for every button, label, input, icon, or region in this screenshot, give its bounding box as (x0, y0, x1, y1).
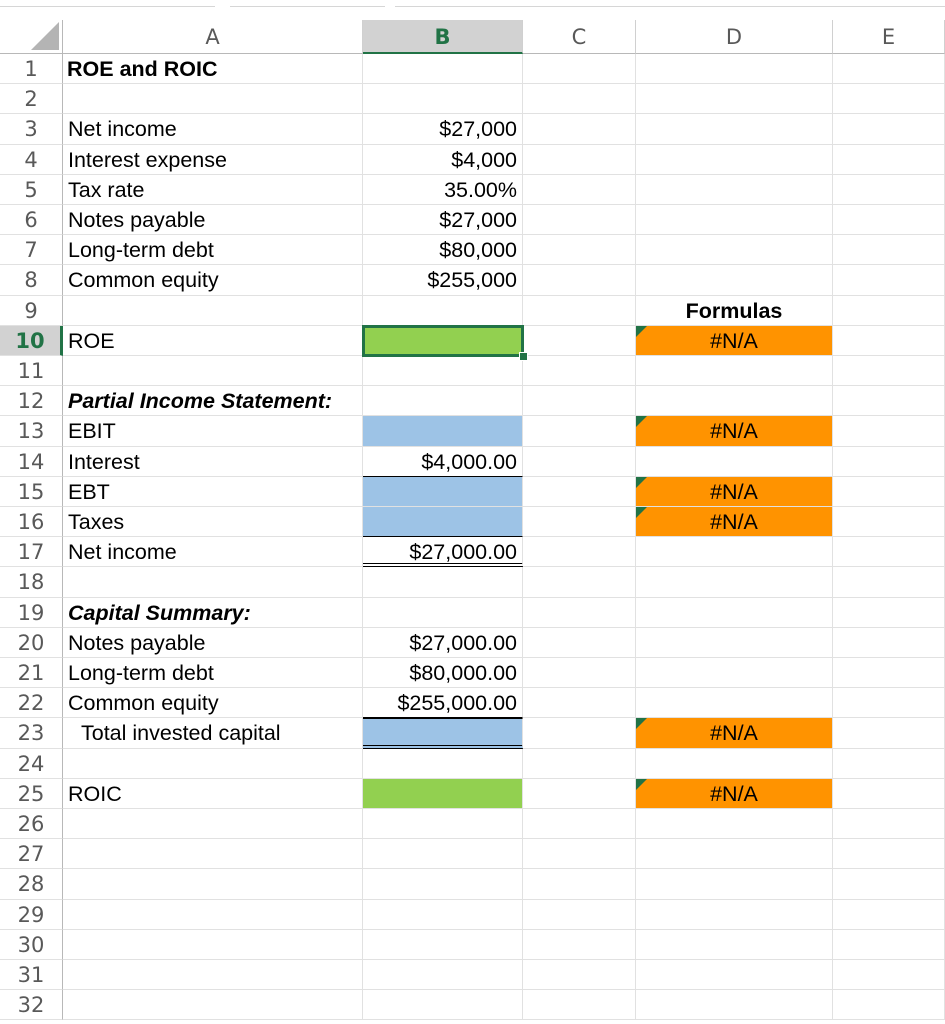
cell-d32[interactable] (636, 990, 833, 1020)
row-header-5[interactable]: 5 (0, 175, 63, 205)
cell-a4[interactable] (63, 145, 363, 175)
cell-value: Tax rate (68, 177, 145, 202)
cell-d3[interactable] (636, 114, 833, 144)
cell-e7[interactable] (833, 235, 945, 265)
cell-b28[interactable] (363, 869, 523, 899)
cell-e32[interactable] (833, 990, 945, 1020)
cell-c15[interactable] (523, 477, 636, 507)
cell-b22[interactable] (363, 688, 523, 718)
cell-value: 35.00% (444, 177, 517, 202)
cell-b17[interactable] (363, 537, 523, 567)
cell-value: #N/A (710, 510, 758, 534)
cell-c23[interactable] (523, 718, 636, 748)
error-indicator-icon (636, 507, 647, 518)
cell-a26[interactable] (63, 809, 363, 839)
cell-e11[interactable] (833, 356, 945, 386)
row-header-14[interactable]: 14 (0, 447, 63, 477)
cell-c31[interactable] (523, 960, 636, 990)
cell-value: Notes payable (68, 630, 206, 655)
cell-c9[interactable] (523, 296, 636, 326)
cell-c22[interactable] (523, 688, 636, 718)
cell-a3[interactable] (63, 114, 363, 144)
cell-value: #N/A (710, 419, 758, 444)
cell-value: $27,000.00 (409, 630, 517, 655)
cell-a2[interactable] (63, 84, 363, 114)
cell-e31[interactable] (833, 960, 945, 990)
cell-e10[interactable] (833, 326, 945, 356)
cell-value: $4,000 (451, 147, 517, 172)
cell-b3[interactable] (363, 114, 523, 144)
row-header-7[interactable]: 7 (0, 235, 63, 265)
cell-value: EBT (68, 479, 110, 504)
cell-e24[interactable] (833, 749, 945, 779)
cell-e6[interactable] (833, 205, 945, 235)
select-all-triangle-icon (31, 22, 59, 50)
cell-e30[interactable] (833, 930, 945, 960)
cell-c10[interactable] (523, 326, 636, 356)
cell-c30[interactable] (523, 930, 636, 960)
cell-d21[interactable] (636, 658, 833, 688)
cell-e26[interactable] (833, 809, 945, 839)
cell-c32[interactable] (523, 990, 636, 1020)
cell-c28[interactable] (523, 869, 636, 899)
select-all-button[interactable] (0, 20, 63, 54)
row-header-6[interactable]: 6 (0, 205, 63, 235)
cell-b11[interactable] (363, 356, 523, 386)
row-header-25[interactable]: 25 (0, 779, 63, 809)
cell-d26[interactable] (636, 809, 833, 839)
cell-a20[interactable] (63, 628, 363, 658)
cell-e20[interactable] (833, 628, 945, 658)
cell-value: ROE and ROIC (67, 57, 218, 81)
cell-d18[interactable] (636, 567, 833, 597)
cell-d7[interactable] (636, 235, 833, 265)
error-indicator-icon (636, 779, 647, 790)
cell-a7[interactable] (63, 235, 363, 265)
cell-a13[interactable] (63, 416, 363, 446)
cell-d31[interactable] (636, 960, 833, 990)
cell-e5[interactable] (833, 175, 945, 205)
error-indicator-icon (636, 416, 647, 427)
cell-e29[interactable] (833, 900, 945, 930)
cell-a30[interactable] (63, 930, 363, 960)
cell-c26[interactable] (523, 809, 636, 839)
cell-b9[interactable] (363, 296, 523, 326)
row-header-22[interactable]: 22 (0, 688, 63, 718)
cell-a18[interactable] (63, 567, 363, 597)
cell-e1[interactable] (833, 54, 945, 84)
cell-b21[interactable] (363, 658, 523, 688)
cell-a1[interactable] (63, 54, 363, 84)
cell-b27[interactable] (363, 839, 523, 869)
cell-b4[interactable] (363, 145, 523, 175)
cell-b12[interactable] (363, 386, 523, 416)
cell-d27[interactable] (636, 839, 833, 869)
cell-b18[interactable] (363, 567, 523, 597)
cell-e28[interactable] (833, 869, 945, 899)
cell-b6[interactable] (363, 205, 523, 235)
cell-e22[interactable] (833, 688, 945, 718)
cell-value: Capital Summary: (68, 600, 251, 625)
cell-d23[interactable] (636, 718, 833, 748)
row-header-28[interactable]: 28 (0, 869, 63, 899)
row-header-29[interactable]: 29 (0, 900, 63, 930)
cell-a17[interactable] (63, 537, 363, 567)
fill-handle[interactable] (519, 352, 528, 361)
cell-e13[interactable] (833, 416, 945, 446)
cell-a21[interactable] (63, 658, 363, 688)
cell-a29[interactable] (63, 900, 363, 930)
row-header-32[interactable]: 32 (0, 990, 63, 1020)
cell-value: Long-term debt (68, 661, 214, 685)
cell-d16[interactable] (636, 507, 833, 537)
cell-value: Net income (68, 117, 177, 142)
cell-c11[interactable] (523, 356, 636, 386)
column-header-a[interactable]: A (63, 20, 363, 54)
cell-e3[interactable] (833, 114, 945, 144)
cell-e19[interactable] (833, 598, 945, 628)
row-header-19[interactable]: 19 (0, 598, 63, 628)
cell-e12[interactable] (833, 386, 945, 416)
row-header-8[interactable]: 8 (0, 265, 63, 295)
cell-e2[interactable] (833, 84, 945, 114)
cell-d13[interactable] (636, 416, 833, 446)
row-header-4[interactable]: 4 (0, 145, 63, 175)
cell-c2[interactable] (523, 84, 636, 114)
cell-a11[interactable] (63, 356, 363, 386)
error-indicator-icon (636, 718, 647, 729)
cell-value: $80,000 (439, 238, 517, 263)
cell-e23[interactable] (833, 718, 945, 748)
cell-e18[interactable] (833, 567, 945, 597)
cell-c17[interactable] (523, 537, 636, 567)
cell-value: #N/A (710, 479, 758, 504)
cell-b16[interactable] (363, 507, 523, 537)
cell-a31[interactable] (63, 960, 363, 990)
cell-e17[interactable] (833, 537, 945, 567)
cell-value: ROIC (68, 781, 122, 806)
cell-b10[interactable] (363, 326, 523, 356)
cell-c13[interactable] (523, 416, 636, 446)
cell-d14[interactable] (636, 447, 833, 477)
cell-value: $80,000.00 (409, 661, 517, 685)
error-indicator-icon (636, 477, 647, 488)
cell-a25[interactable] (63, 779, 363, 809)
cell-a23[interactable] (63, 718, 363, 748)
cell-c1[interactable] (523, 54, 636, 84)
cell-value: #N/A (710, 721, 758, 746)
cell-c21[interactable] (523, 658, 636, 688)
cell-value: $27,000 (439, 208, 517, 232)
row-header-24[interactable]: 24 (0, 749, 63, 779)
cell-b7[interactable] (363, 235, 523, 265)
row-header-9[interactable]: 9 (0, 296, 63, 326)
error-indicator-icon (636, 326, 647, 337)
cell-c3[interactable] (523, 114, 636, 144)
cell-value: #N/A (710, 328, 758, 353)
column-header-b[interactable]: B (363, 20, 523, 54)
cell-value: Total invested capital (81, 721, 281, 746)
cell-d5[interactable] (636, 175, 833, 205)
cell-d22[interactable] (636, 688, 833, 718)
row-header-23[interactable]: 23 (0, 718, 63, 748)
cell-e9[interactable] (833, 296, 945, 326)
cell-value: $255,000 (427, 268, 517, 293)
cell-value: $27,000.00 (409, 540, 517, 565)
cell-c29[interactable] (523, 900, 636, 930)
cell-a10[interactable] (63, 326, 363, 356)
cell-d10[interactable] (636, 326, 833, 356)
cell-value: Long-term debt (68, 238, 214, 263)
cell-b19[interactable] (363, 598, 523, 628)
row-header-2[interactable]: 2 (0, 84, 63, 114)
row-header-13[interactable]: 13 (0, 416, 63, 446)
cell-a32[interactable] (63, 990, 363, 1020)
row-header-21[interactable]: 21 (0, 658, 63, 688)
cell-a24[interactable] (63, 749, 363, 779)
row-header-16[interactable]: 16 (0, 507, 63, 537)
cell-e8[interactable] (833, 265, 945, 295)
cell-d19[interactable] (636, 598, 833, 628)
cell-c5[interactable] (523, 175, 636, 205)
cell-a12[interactable] (63, 386, 363, 416)
row-header-1[interactable]: 1 (0, 54, 63, 84)
cell-value: EBIT (68, 419, 116, 444)
cell-d29[interactable] (636, 900, 833, 930)
cell-b13[interactable] (363, 416, 523, 446)
cell-value: $255,000.00 (397, 691, 517, 716)
cell-d20[interactable] (636, 628, 833, 658)
cell-c19[interactable] (523, 598, 636, 628)
cell-value: $27,000 (439, 117, 517, 142)
cell-a8[interactable] (63, 265, 363, 295)
cell-c24[interactable] (523, 749, 636, 779)
cell-a19[interactable] (63, 598, 363, 628)
cell-d2[interactable] (636, 84, 833, 114)
cell-b30[interactable] (363, 930, 523, 960)
row-header-27[interactable]: 27 (0, 839, 63, 869)
cell-b20[interactable] (363, 628, 523, 658)
cell-d6[interactable] (636, 205, 833, 235)
cell-b24[interactable] (363, 749, 523, 779)
cell-b31[interactable] (363, 960, 523, 990)
cell-b15[interactable] (363, 477, 523, 507)
cell-d24[interactable] (636, 749, 833, 779)
cell-b25[interactable] (363, 779, 523, 809)
cell-e16[interactable] (833, 507, 945, 537)
cell-a14[interactable] (63, 447, 363, 477)
cell-a16[interactable] (63, 507, 363, 537)
cell-c27[interactable] (523, 839, 636, 869)
row-header-15[interactable]: 15 (0, 477, 63, 507)
cell-b14[interactable] (363, 447, 523, 477)
row-header-12[interactable]: 12 (0, 386, 63, 416)
cell-value: ROE (68, 328, 115, 353)
cell-d1[interactable] (636, 54, 833, 84)
cell-b5[interactable] (363, 175, 523, 205)
row-header-26[interactable]: 26 (0, 809, 63, 839)
cell-value: Net income (68, 540, 177, 565)
cell-a6[interactable] (63, 205, 363, 235)
cell-c25[interactable] (523, 779, 636, 809)
cell-value: Common equity (68, 268, 219, 293)
row-header-11[interactable]: 11 (0, 356, 63, 386)
cell-d17[interactable] (636, 537, 833, 567)
cell-value: Formulas (685, 298, 783, 323)
cell-c14[interactable] (523, 447, 636, 477)
cell-value: Common equity (68, 691, 219, 716)
cell-d11[interactable] (636, 356, 833, 386)
cell-a9[interactable] (63, 296, 363, 326)
row-header-10[interactable]: 10 (0, 326, 63, 356)
cell-d12[interactable] (636, 386, 833, 416)
cell-b2[interactable] (363, 84, 523, 114)
cell-b29[interactable] (363, 900, 523, 930)
cell-e15[interactable] (833, 477, 945, 507)
cell-c16[interactable] (523, 507, 636, 537)
cell-c12[interactable] (523, 386, 636, 416)
row-header-3[interactable]: 3 (0, 114, 63, 144)
cell-a5[interactable] (63, 175, 363, 205)
cell-c20[interactable] (523, 628, 636, 658)
cell-a28[interactable] (63, 869, 363, 899)
cell-a15[interactable] (63, 477, 363, 507)
row-header-17[interactable]: 17 (0, 537, 63, 567)
cell-e27[interactable] (833, 839, 945, 869)
row-header-18[interactable]: 18 (0, 567, 63, 597)
cell-e4[interactable] (833, 145, 945, 175)
cell-value: Interest expense (68, 147, 227, 172)
cell-b8[interactable] (363, 265, 523, 295)
cell-c7[interactable] (523, 235, 636, 265)
cell-a27[interactable] (63, 839, 363, 869)
cell-e21[interactable] (833, 658, 945, 688)
cell-value: Notes payable (68, 208, 206, 232)
cell-d4[interactable] (636, 145, 833, 175)
cell-c4[interactable] (523, 145, 636, 175)
cell-d8[interactable] (636, 265, 833, 295)
cell-e25[interactable] (833, 779, 945, 809)
cell-d28[interactable] (636, 869, 833, 899)
row-header-20[interactable]: 20 (0, 628, 63, 658)
cell-e14[interactable] (833, 447, 945, 477)
cell-c8[interactable] (523, 265, 636, 295)
cell-b23[interactable] (363, 718, 523, 748)
column-header-d[interactable]: D (636, 20, 833, 54)
cell-d30[interactable] (636, 930, 833, 960)
cell-a22[interactable] (63, 688, 363, 718)
cell-value: $4,000.00 (421, 449, 517, 474)
cell-d15[interactable] (636, 477, 833, 507)
cell-value: Partial Income Statement: (68, 389, 333, 414)
cell-b26[interactable] (363, 809, 523, 839)
cell-value: Interest (68, 449, 140, 474)
column-header-c[interactable]: C (523, 20, 636, 54)
cell-value: #N/A (710, 781, 758, 806)
column-header-e[interactable]: E (833, 20, 945, 54)
cell-b32[interactable] (363, 990, 523, 1020)
cell-d9[interactable] (636, 296, 833, 326)
cell-d25[interactable] (636, 779, 833, 809)
cell-c6[interactable] (523, 205, 636, 235)
cell-b1[interactable] (363, 54, 523, 84)
row-header-30[interactable]: 30 (0, 930, 63, 960)
cell-value: Taxes (68, 510, 125, 534)
cell-c18[interactable] (523, 567, 636, 597)
row-header-31[interactable]: 31 (0, 960, 63, 990)
